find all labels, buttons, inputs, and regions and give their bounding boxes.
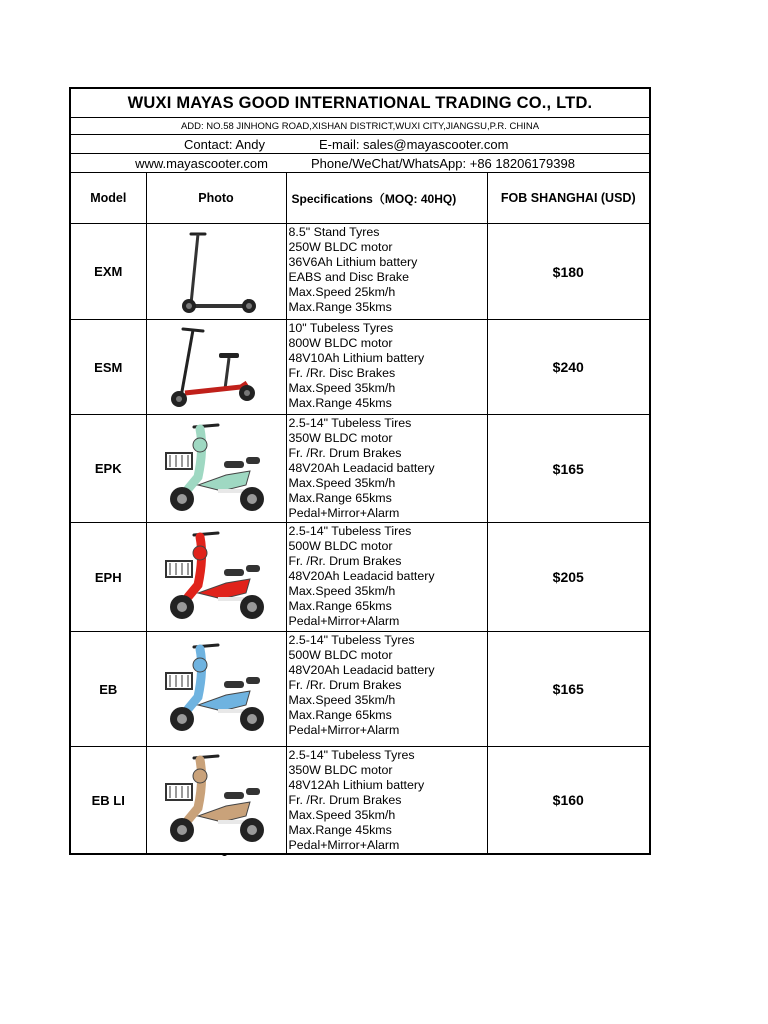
spec-line: Max.Speed 35km/h <box>288 584 396 598</box>
spec-line: Max.Speed 35km/h <box>288 808 396 822</box>
spec-list <box>286 320 487 415</box>
price-table <box>69 87 651 855</box>
kick-scooter-icon <box>161 228 271 316</box>
model-name: EB <box>70 632 146 747</box>
spec-line: Pedal+Mirror+Alarm <box>288 614 400 628</box>
spec-line: 2.5-14" Tubeless Tires <box>288 416 412 430</box>
spec-line: Fr. /Rr. Drum Brakes <box>288 678 402 692</box>
spec-line: 48V20Ah Leadacid battery <box>288 663 435 677</box>
product-photo <box>146 632 286 747</box>
model-name: EPK <box>70 415 146 523</box>
spec-line: Max.Range 35kms <box>288 300 392 314</box>
website-link[interactable]: www.mayascooter.com <box>135 155 268 171</box>
spec-line: 2.5-14" Tubeless Tyres <box>288 748 415 762</box>
spec-line: 48V12Ah Lithium battery <box>288 778 425 792</box>
product-photo <box>146 747 286 855</box>
table-header <box>70 173 650 224</box>
table-row <box>70 747 650 855</box>
fob-price: $165 <box>487 632 650 747</box>
spec-line: Max.Range 45kms <box>288 396 392 410</box>
spec-line: Max.Speed 35km/h <box>288 476 396 490</box>
spec-list <box>286 747 487 855</box>
spec-line: 48V10Ah Lithium battery <box>288 351 425 365</box>
table-row <box>70 632 650 747</box>
e-bike-icon <box>160 750 272 850</box>
fob-price: $160 <box>487 747 650 855</box>
spec-line: Fr. /Rr. Drum Brakes <box>288 446 402 460</box>
spec-line: 250W BLDC motor <box>288 240 393 254</box>
spec-line: Max.Speed 35km/h <box>288 693 396 707</box>
spec-list <box>286 415 487 523</box>
spec-line: 350W BLDC motor <box>288 763 393 777</box>
spec-line: Max.Range 65kms <box>288 491 392 505</box>
spec-line: 48V20Ah Leadacid battery <box>288 569 435 583</box>
product-rows <box>70 224 650 855</box>
model-name: EB LI <box>70 747 146 855</box>
table-row <box>70 320 650 415</box>
spec-list <box>286 224 487 320</box>
spec-line: 500W BLDC motor <box>288 648 393 662</box>
price-sheet <box>69 87 649 855</box>
fob-price: $165 <box>487 415 650 523</box>
spec-line: 36V6Ah Lithium battery <box>288 255 418 269</box>
e-bike-icon <box>160 527 272 627</box>
spec-line: EABS and Disc Brake <box>288 270 410 284</box>
table-row <box>70 415 650 523</box>
spec-line: Pedal+Mirror+Alarm <box>288 723 400 737</box>
e-bike-icon <box>160 639 272 739</box>
spec-line: 800W BLDC motor <box>288 336 393 350</box>
header-specs: Specifications（MOQ: 40HQ) <box>286 173 487 224</box>
table-row <box>70 523 650 632</box>
spec-line: 350W BLDC motor <box>288 431 393 445</box>
product-photo <box>146 415 286 523</box>
contact-name: Contact: Andy <box>184 136 265 152</box>
product-photo <box>146 320 286 415</box>
header-model: Model <box>70 173 146 224</box>
spec-line: Fr. /Rr. Drum Brakes <box>288 793 402 807</box>
table-row <box>70 224 650 320</box>
header-price: FOB SHANGHAI (USD) <box>487 173 650 224</box>
spec-line: Max.Speed 25km/h <box>288 285 396 299</box>
spec-line: Max.Range 45kms <box>288 823 392 837</box>
spec-line: Pedal+Mirror+Alarm <box>288 838 400 852</box>
company-address: ADD: NO.58 JINHONG ROAD,XISHAN DISTRICT,WUXI CITY,JIANGSU,P.R. CHINA <box>70 118 650 135</box>
spec-line: Fr. /Rr. Disc Brakes <box>288 366 396 380</box>
spec-line: Max.Range 65kms <box>288 708 392 722</box>
fob-price: $240 <box>487 320 650 415</box>
fob-price: $205 <box>487 523 650 632</box>
website-row <box>70 154 650 173</box>
spec-line: 10" Tubeless Tyres <box>288 321 394 335</box>
company-name: WUXI MAYAS GOOD INTERNATIONAL TRADING CO., LTD. <box>70 88 650 118</box>
spec-line: Pedal+Mirror+Alarm <box>288 506 400 520</box>
model-name: ESM <box>70 320 146 415</box>
fob-price: $180 <box>487 224 650 320</box>
contact-email: E-mail: sales@mayascooter.com <box>319 136 509 152</box>
spec-line: Max.Speed 35km/h <box>288 381 396 395</box>
spec-line: Fr. /Rr. Drum Brakes <box>288 554 402 568</box>
spec-line: 2.5-14" Tubeless Tires <box>288 524 412 538</box>
header-photo: Photo <box>146 173 286 224</box>
spec-line: 500W BLDC motor <box>288 539 393 553</box>
product-photo <box>146 224 286 320</box>
contact-row <box>70 135 650 154</box>
stray-mark <box>222 853 227 856</box>
spec-line: Max.Range 65kms <box>288 599 392 613</box>
phone-number: Phone/WeChat/WhatsApp: +86 18206179398 <box>311 155 575 171</box>
spec-list <box>286 523 487 632</box>
spec-line: 8.5" Stand Tyres <box>288 225 380 239</box>
model-name: EPH <box>70 523 146 632</box>
spec-list <box>286 632 487 747</box>
spec-line: 48V20Ah Leadacid battery <box>288 461 435 475</box>
model-name: EXM <box>70 224 146 320</box>
product-photo <box>146 523 286 632</box>
seated-scooter-icon <box>161 323 271 411</box>
e-bike-icon <box>160 419 272 519</box>
spec-line: 2.5-14" Tubeless Tyres <box>288 633 415 647</box>
